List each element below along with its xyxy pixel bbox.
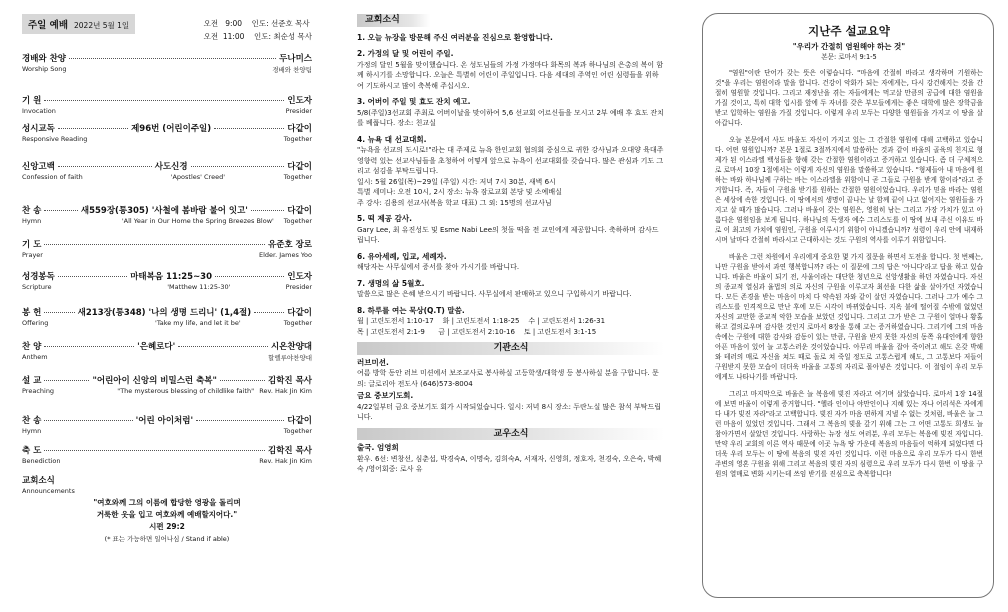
- sermon-paragraph: 그리고 마지막으로 바울은 늘 복음에 빚진 자라고 여기며 살았습니다. 로마서 1장 14절에 보면 바울이 이렇게 증거합니다. "헬라 인이나 야만인이나 지혜 있는 자나 어리석은 자에게 다 내가 빚진 자라"라고 고백합니다. 빚진 자가 마음 편하게 지낼 수 없는 것처럼, 바울은 늘 그런 마음이 있었던 것입니다. 그래서 그 복음의 빚을 갚기 위해 그는 그 어떤 고통도 희생도 늘 참아가면서 살았던 것입니다. 사랑하는 뉴장 성도 여러분, 우리 모두는 복음에 빚진 자입니다. 만약 우리 교회의 이른 역사 때문에 이곳 뉴욕 땅 가운데 복음의 마음들이 억하게 되었다면 다더욱 우리 모두는 이 땅에 복음의 빚진 자인 것입니다. 이런 마음으로 우리 모두가 다시 한번 주변의 영혼 구원을 위해 그리고 복음의 빚진 자의 심령으로 우리 모두가 다시 한번 이 땅을 구원의 열매로 변화 시키는데 쓰임 받기를 진심으로 축복합니다!: [715, 390, 983, 478]
- worship-item-label: 기 도: [22, 240, 42, 250]
- worship-item-label-en: Responsive Reading: [22, 135, 88, 143]
- worship-item-title-en: [112, 107, 286, 115]
- worship-item-title: 마태복음 11:25~30: [130, 272, 213, 282]
- verse-line-2: 거룩한 옷을 입고 여호와께 예배할지어다.": [96, 510, 238, 519]
- news-body: 5/8(주일)3선교회 주최로 어버이날을 맞이하여 5,6 선교회 어르신들을 모시고 2부 예배 후 효도 잔치를 베풉니다. 장소: 친교실: [357, 108, 664, 127]
- worship-item-english: [22, 251, 312, 259]
- worship-item-english: [22, 173, 312, 181]
- dot-leader: [191, 165, 285, 167]
- worship-item-leader: 김학진 목사: [267, 446, 312, 456]
- org-items: [357, 358, 665, 423]
- worship-item-title-en: 'Take my life, and let it be': [155, 319, 241, 327]
- worship-item-title: 제96번 (어린이주일): [131, 124, 212, 134]
- worship-item-english: [22, 353, 312, 362]
- worship-item-label-en: Anthem: [22, 353, 48, 361]
- worship-item-row: [22, 374, 312, 386]
- worship-item: [22, 414, 312, 435]
- worship-item-english: [22, 135, 312, 143]
- sermon-body: [715, 68, 983, 479]
- worship-item: [22, 270, 312, 291]
- worship-item: [22, 444, 312, 465]
- news-title: 7. 생명의 삶 5월호.: [357, 278, 425, 288]
- dot-leader: [254, 311, 284, 313]
- org-title: 금요 중보기도회.: [357, 391, 414, 400]
- dot-leader: [58, 127, 128, 129]
- member-body: 환우. 6선: 변창선, 심춘섭, 박경숙A, 이명숙, 김희숙A, 서재자, 신영희, 정호자, 천경숙, 오은숙, 박혜숙 /영어회중: 로사 유: [357, 454, 662, 473]
- worship-item-row: [22, 238, 312, 250]
- worship-item-title-en: 'Apostles' Creed': [170, 173, 225, 181]
- worship-item: [22, 238, 312, 259]
- news-items: [357, 33, 665, 317]
- worship-item-label-en: Benediction: [22, 457, 61, 465]
- dot-leader: [251, 209, 284, 211]
- worship-item-row: [22, 444, 312, 456]
- service-time-1: 오전 9:00 인도: 선준호 목사: [203, 19, 310, 28]
- worship-item: [22, 204, 312, 225]
- worship-item-label: 축 도: [22, 446, 42, 456]
- member-items: [357, 443, 665, 475]
- worship-item-english: [22, 427, 312, 435]
- worship-item-row: [22, 270, 312, 282]
- qt-schedule-line: 월 | 고린도전서 1:10-17 화 | 고린도전서 1:18-25 수 | 고린도전서 1:26-31: [357, 317, 606, 325]
- worship-item-label-en: Worship Song: [22, 65, 67, 73]
- worship-item-label: 찬 송: [22, 206, 42, 216]
- order-of-worship: [22, 14, 312, 604]
- worship-item: [22, 160, 312, 181]
- worship-item-row: [22, 204, 312, 216]
- service-time-2: 오전 11:00 인도: 최순성 목사: [203, 32, 312, 41]
- news-title: 3. 어버이 주일 및 효도 잔치 예고.: [357, 97, 471, 106]
- org-heading: 기관소식: [357, 342, 665, 355]
- news-title: 4. 뉴욕 대 선교대회.: [357, 134, 427, 144]
- worship-item-label: 찬 양: [22, 342, 42, 352]
- dot-leader: [196, 419, 284, 421]
- news-title: 5. 떡 제공 감사.: [357, 214, 412, 223]
- worship-item-title: 새559장(통305) '사철에 봄바람 불어 잇고': [80, 206, 248, 216]
- dot-leader: [44, 419, 132, 421]
- worship-item-english: [22, 217, 312, 225]
- worship-item-row: [22, 340, 312, 352]
- worship-item-title: '어린 아이처럼': [135, 416, 194, 426]
- dot-leader: [69, 57, 276, 59]
- worship-item-title-en: 'All Year in Our Home the Spring Breezes Blow': [121, 217, 274, 225]
- worship-item-leader-en: Presider: [285, 107, 312, 115]
- worship-item-label: 교회소식: [22, 476, 55, 486]
- worship-item-label: 신앙고백: [22, 162, 55, 172]
- worship-item-title-en: [112, 135, 284, 143]
- worship-item-leader-en: Together: [283, 427, 312, 435]
- news-title: 6. 유아세례, 입교, 세례자.: [357, 251, 447, 261]
- dot-leader: [178, 345, 268, 347]
- sermon-title: "우리가 간절히 염원해야 하는 것": [792, 42, 906, 51]
- service-times: [204, 14, 312, 43]
- worship-label: 주일 예배: [28, 20, 69, 31]
- worship-item-label-en: Offering: [22, 319, 49, 327]
- worship-item-row: [22, 52, 312, 64]
- worship-item-title-en: 'Matthew 11:25-30': [167, 283, 231, 291]
- worship-item-row: [22, 306, 312, 318]
- worship-item-english: [22, 283, 312, 291]
- worship-item-label: 찬 송: [22, 416, 42, 426]
- worship-item-leader-en: Together: [283, 217, 312, 225]
- worship-item-label-en: Confession of faith: [22, 173, 83, 181]
- worship-item-leader: 다같이: [287, 206, 313, 216]
- dot-leader: [215, 275, 284, 277]
- worship-item-label-en: Hymn: [22, 217, 42, 225]
- worship-item-label-en: Hymn: [22, 427, 42, 435]
- sermon-paragraph: 바울은 그런 차원에서 우리에게 중요한 몇 가지 질문을 하면서 도전을 합니다. 첫 번째는, 나만 구원을 받아서 과연 행복합니까? 라는 이 질문에 그의 답은 '아니다'라고 답을 하고 있습니다. 바울은 바울이 되기 전, 사울이라는 대단한 청년으로 신앙생활을 하던 자였습니다. 자신의 종교적 열심과 율법의 의로 자신의 구원을 이루고자 최선을 다한 삶을 살아가던 자였습니다. 모든 존경을 받는 마음이 마치 다 약속된 자와 같이 살던 자였습니다. 그러나 그가 예수 그리스도를 인격적으로 만난 후에 모든 시각이 바뀌었습니다. 지옥 불에 떨어질 수밖에 없었던 자신의 교만한 종교적 악한 모습을 보았던 것입니다. 그리고 그가 받은 그 구원이 얼마나 황홀하고 결의로우며 감사한 것인지 로마서 8장을 통해 고는 증거하였습니다. 그리기에 그의 마음속에는 구원에 대한 감사와 감동이 있는 만큼, 구원을 받지 못한 자신의 동쪽 유대인에게 향한 아픈 마음이 있어 늘 고통스러운 것이었습니다. 아무리 바울을 잡아 죽이려고 해도 온갖 박해와 테러의 매로 자신을 쳐도 때로 돌로 쳐 죽일 정도로 고통스럽게 해도, 그 고통보다 저들이 구원받지 못한 모습이 더더욱 바울을 고통의 자리로 몰아넣은 것입니다. 이 절임이 우리 모두에게도 나타나기를 바랍니다.: [715, 253, 983, 381]
- qt-schedule: [357, 316, 665, 337]
- news-title: 1. 오늘 뉴장을 방문해 주신 여러분을 진심으로 환영합니다.: [357, 32, 553, 42]
- worship-item: [22, 474, 312, 495]
- closing-verse: [22, 497, 312, 545]
- worship-item: [22, 94, 312, 115]
- dot-leader: [44, 311, 74, 313]
- worship-item-label-en: Invocation: [22, 107, 56, 115]
- worship-item-label: 경배와 찬양: [22, 54, 67, 64]
- worship-item-leader: 다같이: [287, 416, 312, 426]
- verse-line-1: "여호와께 그의 이름에 합당한 영광을 돌리며: [93, 498, 241, 507]
- dot-leader: [44, 379, 89, 381]
- worship-item-title: '은혜로다': [137, 342, 176, 352]
- worship-item-leader: 다같이: [287, 124, 313, 134]
- worship-item-leader-en: Rev. Hak Jin Kim: [259, 457, 312, 465]
- worship-item-label: 성경봉독: [22, 272, 55, 282]
- worship-item-row: [22, 160, 312, 172]
- worship-item-label-en: Scripture: [22, 283, 52, 291]
- worship-item-title-en: [112, 65, 272, 74]
- worship-item-leader: 다같이: [287, 308, 313, 318]
- worship-item-row: [22, 414, 312, 426]
- worship-item-leader: 두나미스: [279, 54, 312, 64]
- worship-item-english: [22, 65, 312, 74]
- worship-item-leader-en: Presider: [285, 283, 312, 291]
- dot-leader: [58, 275, 127, 277]
- worship-item-leader: 유준호 장로: [267, 240, 312, 250]
- worship-item-english: [22, 457, 312, 465]
- worship-item-label-en: Prayer: [22, 251, 43, 259]
- dot-leader: [220, 379, 265, 381]
- worship-item-leader-en: Elder. James Yoo: [259, 251, 312, 259]
- verse-ref: 시편 29:2: [149, 522, 185, 531]
- worship-item-title: "어린아이 신앙의 비밀스런 축복": [92, 376, 217, 386]
- dot-leader: [44, 243, 265, 245]
- worship-item-leader-en: Rev. Hak Jin Kim: [259, 387, 312, 395]
- worship-item-row: [22, 474, 312, 486]
- worship-item-label: 성시교독: [22, 124, 55, 134]
- worship-item-label: 설 교: [22, 376, 42, 386]
- worship-item-english: [22, 487, 312, 495]
- church-news: [357, 14, 665, 604]
- worship-item: [22, 122, 312, 143]
- news-body: 해당자는 사무실에서 증서를 찾아 가시기를 바랍니다.: [357, 263, 520, 271]
- worship-item-title-en: [112, 487, 312, 495]
- worship-item-label-en: Announcements: [22, 487, 75, 495]
- worship-item-title-en: [112, 251, 259, 259]
- dot-leader: [44, 345, 134, 347]
- news-body: Gary Lee, 최 유진성도 및 Esme Nabi Lee의 첫돌 떡을 전 교인에게 제공합니다. 축하하며 감사드립니다.: [357, 225, 659, 244]
- dot-leader: [44, 99, 284, 101]
- worship-item-english: [22, 387, 312, 395]
- worship-item-title-en: [112, 353, 268, 362]
- worship-item-leader: 인도자: [287, 96, 312, 106]
- worship-item-row: [22, 122, 312, 134]
- worship-item-english: [22, 319, 312, 327]
- worship-item: [22, 340, 312, 362]
- worship-item: [22, 52, 312, 74]
- worship-item-leader: 인도자: [287, 272, 312, 282]
- worship-header: [22, 14, 312, 43]
- member-title: 출국. 엄영희: [357, 443, 399, 452]
- news-title: 2. 가정의 달 및 어린이 주일.: [357, 49, 454, 58]
- worship-item-label: 기 원: [22, 96, 42, 106]
- worship-item-english: [22, 107, 312, 115]
- worship-item-label: 봉 헌: [22, 308, 42, 318]
- worship-item-row: [22, 94, 312, 106]
- sermon-reference: 본문: 로마서 9:1-5: [821, 53, 877, 61]
- sermon-summary: [702, 13, 994, 598]
- worship-item-leader: 김학진 목사: [268, 376, 313, 386]
- worship-item-title: 새213장(통348) '나의 생명 드리니' (1,4절): [77, 308, 252, 318]
- worship-item: [22, 374, 312, 395]
- dot-leader: [214, 127, 284, 129]
- news-body: "뉴욕을 선교의 도시로!"라는 대 주제로 뉴욕 한인교회 협의회 중심으로 귀한 강사님과 오대양 육대주 영향력 있는 선교사님들을 초청하여 어떻게 앞으로 뉴욕이 선교대회를 갖습니다. 많은 관심과 기도 그리고 섬김을 부탁드립니다. 일시: 5월 26일(목)~29일 (주일) 시간: 저녁 7시 30분, 새벽 6시 특별 세미나: 오전 10시, 2시 장소: 뉴욕 잠로교회 본당 및 소예배실 주 강사: 김용의 선교사(복음 학교 대표) 그 외: 15명의 선교사님: [357, 146, 664, 207]
- sermon-paragraph: 오늘 본문에서 사도 바울도 자신이 가지고 있는 그 간절한 염원에 대해 고백하고 있습니다. 어떤 염원입니까? 본문 1절로 3절까지에서 말씀하는 것과 같이 바울의 골육의 친지로 형제가 된 이스라엘 백성들을 향해 갖는 간절한 염원이라고 증거하고 있습니다. 좀 더 구체적으로 로마서 10장 1절에서는 이렇게 자신의 염원을 말씀하고 있습니다. "형제들아 내 마음에 원하는 바와 하나님께 구하는 바는 이스라엘을 위함이니 곧 그들로 구원을 받게 함이라"라고 증거합니다. 즉, 자들이 구원을 받기를 원하는 간절한 염원이었습니다. 우리가 믿을 바라는 염원은 세상에 속한 것입니다. 이 땅에서의 생명이 끝나는 날 함께 끝이 나고 없어지는 염원들을 가지고 살 때가 많습니다. 그러나 바울이 갖는 염원은, 영원히 남는 그리고 가장 가치가 있고 아름다운 염원임을 보게 됩니다. 하나님의 독생자 예수 그리스도를 이 땅에 보내 주신 이유도 바로 이 최고의 가치에 염원인, 구원을 이루시기 위함이 아니겠습니까? 성령이 우리 안에 내재하시며 날마다 간절히 바라시고 근대하시는 것도 구원의 역사를 이루기 위함입니다.: [715, 136, 983, 244]
- worship-item-title-en: "The mysterous blessing of childlike faith": [117, 387, 255, 395]
- worship-tag: [22, 14, 135, 34]
- worship-item-leader: 시온찬양대: [270, 342, 313, 352]
- worship-item-title: 사도신경: [154, 162, 188, 172]
- worship-item-leader-en: 경배와 찬양팀: [272, 66, 312, 74]
- member-heading: 교우소식: [357, 428, 665, 441]
- worship-item: [22, 306, 312, 327]
- org-title: 러브미션.: [357, 357, 389, 367]
- worship-date: 2022년 5월 1일: [74, 21, 130, 30]
- dot-leader: [44, 449, 265, 451]
- news-title: 8. 하루를 여는 묵상(Q.T) 말씀.: [357, 305, 465, 315]
- worship-item-leader-en: Together: [283, 173, 312, 181]
- sermon-paragraph: "염원"이란 단어가 갖는 뜻은 이렇습니다. "마음에 간절히 바라고 생각하며 기원하는 것"을 우리는 염원이라 말을 합니다. 건강이 악화가 되는 자에게는, 다시 강건해지는 것을 간절히 염원할 것입니다. 그리고 재정난을 겪는 자들에게는 먹고살 만큼의 공급에 대한 염원을 가질 것이고, 특히 대학 입시를 앞에 두 자녀를 갖은 부모들에게는 좋은 대학에 많은 장학금을 받고 입학하는 염원을 가질 것입니다. 이렇게 우리 모두는 다양한 염원들을 가지고 이 땅을 살아갑니다.: [715, 69, 983, 127]
- qt-schedule-line: 목 | 고린도전서 2:1-9 금 | 고린도전서 2:10-16 토 | 고린도전서 3:1-15: [357, 327, 597, 336]
- org-body: 4/22일부터 금요 중보기도 회가 시작되었습니다. 일시: 저녁 8시 장소: 두란노실 많은 참석 부탁드립니다.: [357, 402, 662, 421]
- dot-leader: [58, 165, 152, 167]
- worship-item-title-en: [112, 427, 284, 435]
- worship-item-leader-en: 할렐루야찬양대: [268, 354, 312, 362]
- sermon-heading: 지난주 설교요약: [808, 24, 890, 38]
- org-body: 여름 방학 동안 러브 미션에서 보조교사로 봉사하실 고등학생/대학생 등 봉사하실 분을 구합니다. 문의: 글로리아 전도사 (646)573-8004: [357, 369, 659, 388]
- worship-item-leader-en: Together: [283, 135, 312, 143]
- dot-leader: [44, 209, 77, 211]
- verse-note: (* 표는 가능하면 일어나심 / Stand if able): [104, 535, 230, 543]
- news-body: 말씀으로 많은 은혜 받으시기 바랍니다. 사무실에서 판매하고 있으니 구입하시기 바랍니다.: [357, 290, 632, 298]
- news-body: 가정의 달인 5월을 맞이했습니다. 온 성도님들의 가정 가정마다 화목의 복과 하나님의 은총의 복이 함께 하시기를 소망합니다. 오늘은 특별히 어린이 주일입니다. 다음 세대의 주역인 어린 심령들을 위하여 기도하시고 많이 축복해 주십시오.: [357, 60, 664, 90]
- news-heading: 교회소식: [357, 14, 430, 27]
- worship-item-leader: 다같이: [287, 162, 313, 172]
- worship-item-label-en: Preaching: [22, 387, 55, 395]
- worship-item-title-en: [112, 457, 259, 465]
- worship-item-leader-en: Together: [283, 319, 312, 327]
